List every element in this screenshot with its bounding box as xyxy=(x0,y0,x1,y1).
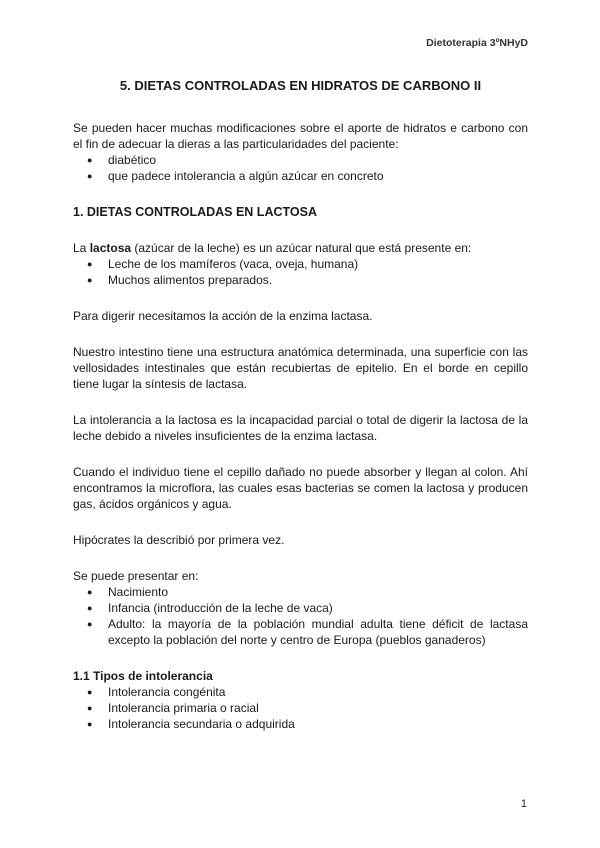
list-item: ● Nacimiento xyxy=(87,585,169,599)
list-item: ● que padece intolerancia a algún azúcar en concreto xyxy=(87,169,384,183)
paragraph-presentation-intro: Se puede presentar en: xyxy=(73,569,199,583)
intro-bullet-list xyxy=(73,152,528,184)
list-item: ● Intolerancia primaria o racial xyxy=(87,701,259,715)
document-body xyxy=(73,78,528,732)
list-item: ● Muchos alimentos preparados. xyxy=(87,273,273,287)
bullet-icon: ● xyxy=(87,687,93,697)
intro-paragraph: Se pueden hacer muchas modificaciones sobre el aporte de hidratos e carbono con el fin de adecuar la dieras a las particularidades del paciente: xyxy=(73,121,528,151)
list-item: ● Adulto: la mayoría de la población mundial adulta tiene déficit de lactasa excepto la población del norte y centro de Europa (pueblos ganaderos) xyxy=(87,617,528,647)
list-item: ● Intolerancia congénita xyxy=(87,685,226,699)
bullet-icon: ● xyxy=(87,259,93,269)
bullet-icon: ● xyxy=(87,619,93,629)
page-number: 1 xyxy=(520,798,527,810)
bullet-icon: ● xyxy=(87,275,93,285)
presentation-list xyxy=(73,584,528,648)
bold-term-lactose: lactosa xyxy=(89,241,132,255)
section-heading-lactose: 1. DIETAS CONTROLADAS EN LACTOSA xyxy=(73,205,317,219)
list-item: ● Leche de los mamíferos (vaca, oveja, humana) xyxy=(87,257,359,271)
paragraph-colon-microflora: Cuando el individuo tiene el cepillo dañado no puede absorber y llegan al colon. Ahí encontramos la microflora, las cuales esas bacterias se comen la lactosa y producen gas, ácidos orgánicos y agua. xyxy=(73,465,528,511)
lactose-sources-list xyxy=(73,256,528,288)
list-item: ● diabético xyxy=(87,153,157,167)
list-item: ● Infancia (introducción de la leche de vaca) xyxy=(87,601,333,615)
paragraph-hippocrates: Hipócrates la describió por primera vez. xyxy=(73,533,285,547)
running-header: Dietoterapia 3ºNHyD xyxy=(426,37,528,49)
bullet-icon: ● xyxy=(87,719,93,729)
paragraph-lactase-digestion: Para digerir necesitamos la acción de la enzima lactasa. xyxy=(73,309,373,323)
lactose-intro-paragraph: La lactosa (azúcar de la leche) es un azúcar natural que está presente en: xyxy=(73,241,472,255)
list-item: ● Intolerancia secundaria o adquirida xyxy=(87,717,295,731)
bullet-icon: ● xyxy=(87,603,93,613)
bullet-icon: ● xyxy=(87,587,93,597)
intolerance-types-list xyxy=(73,684,528,732)
bullet-icon: ● xyxy=(87,155,93,165)
paragraph-intolerance-definition: La intolerancia a la lactosa es la incapacidad parcial o total de digerir la lactosa de la leche debido a niveles insuficientes de la enzima lactasa. xyxy=(73,413,528,443)
paragraph-intestine-structure: Nuestro intestino tiene una estructura anatómica determinada, una superficie con las vellosidades intestinales que están recubiertas de epitelio. En el borde en cepillo tiene lugar la síntesis de lactasa. xyxy=(73,345,528,391)
subsection-heading-types: 1.1 Tipos de intolerancia xyxy=(73,669,213,683)
bullet-icon: ● xyxy=(87,703,93,713)
document-title: 5. DIETAS CONTROLADAS EN HIDRATOS DE CARBONO II xyxy=(119,78,482,93)
bullet-icon: ● xyxy=(87,171,93,181)
